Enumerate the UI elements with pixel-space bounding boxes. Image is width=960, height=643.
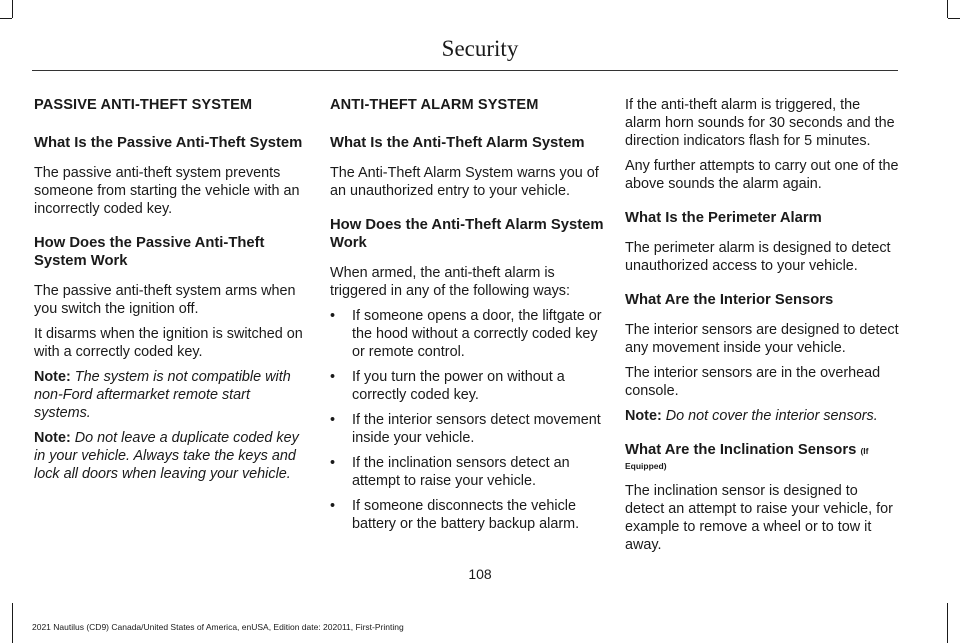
paragraph: The perimeter alarm is designed to detect unauthorized access to your vehicle.	[625, 240, 891, 274]
paragraph: The inclination sensor is designed to detect an attempt to raise your vehicle, for example to remove a wheel or to tow it away.	[625, 483, 893, 553]
crop-mark-bottom-right-vertical	[947, 603, 948, 643]
subheading-how-passive-works: How Does the Passive Anti-Theft System Work	[34, 235, 265, 269]
subheading-qualifier: (If	[860, 446, 869, 456]
paragraph: The Anti-Theft Alarm System warns you of an unauthorized entry to your vehicle.	[330, 165, 599, 199]
subheading-what-is-alarm: What Is the Anti-Theft Alarm System	[330, 135, 585, 151]
list-item-text: If you turn the power on without a correctly coded key.	[352, 369, 565, 403]
list-item	[330, 454, 604, 490]
column-3	[625, 96, 899, 561]
bullet-icon: •	[330, 308, 336, 324]
section-heading-passive-anti-theft: PASSIVE ANTI-THEFT SYSTEM	[34, 97, 253, 113]
page-number: 108	[468, 566, 492, 582]
note-label: Note:	[625, 408, 662, 424]
list-item-text: If the inclination sensors detect an attempt to raise your vehicle.	[352, 455, 570, 489]
note	[34, 429, 308, 483]
paragraph: It disarms when the ignition is switched on with a correctly coded key.	[34, 326, 303, 360]
note-label: Note:	[34, 369, 71, 385]
trigger-list	[330, 307, 604, 533]
subheading-perimeter-alarm: What Is the Perimeter Alarm	[625, 210, 822, 226]
list-item	[330, 411, 604, 447]
bullet-icon: •	[330, 498, 336, 514]
crop-mark-top-left-horizontal	[0, 18, 12, 19]
list-item	[330, 497, 604, 533]
crop-mark-bottom-left-vertical	[12, 603, 13, 643]
bullet-icon: •	[330, 455, 336, 471]
crop-mark-top-left-vertical	[12, 0, 13, 18]
paragraph: The passive anti-theft system prevents someone from starting the vehicle with an incorrectly coded key.	[34, 165, 300, 217]
column-2	[330, 96, 604, 540]
list-item-text: If the interior sensors detect movement inside your vehicle.	[352, 412, 601, 446]
section-heading-anti-theft-alarm: ANTI-THEFT ALARM SYSTEM	[330, 97, 539, 113]
paragraph: The passive anti-theft system arms when you switch the ignition off.	[34, 283, 296, 317]
list-item-text: If someone opens a door, the liftgate or the hood without a correctly coded key or remote control.	[352, 308, 602, 360]
paragraph: When armed, the anti-theft alarm is triggered in any of the following ways:	[330, 265, 570, 299]
footer-edition-info: 2021 Nautilus (CD9) Canada/United States of America, enUSA, Edition date: 202011, First-Printing	[32, 622, 404, 632]
list-item	[330, 307, 604, 361]
bullet-icon: •	[330, 412, 336, 428]
note	[625, 407, 899, 425]
list-item	[330, 368, 604, 404]
list-item-text: If someone disconnects the vehicle battery or the battery backup alarm.	[352, 498, 580, 532]
subheading-inclination-sensors	[625, 441, 899, 472]
paragraph: The interior sensors are in the overhead console.	[625, 365, 881, 399]
note-text: Do not cover the interior sensors.	[665, 408, 878, 424]
page-header-title: Security	[441, 36, 519, 61]
subheading-qualifier-line-2: Equipped)	[625, 461, 667, 471]
crop-mark-top-right-horizontal	[948, 18, 960, 19]
header-rule	[32, 70, 898, 71]
paragraph: The interior sensors are designed to detect any movement inside your vehicle.	[625, 322, 899, 356]
note-label: Note:	[34, 430, 71, 446]
crop-mark-top-right-vertical	[947, 0, 948, 18]
note	[34, 368, 308, 422]
note-text: The system is not compatible with non-Ford aftermarket remote start systems.	[34, 369, 291, 421]
subheading-interior-sensors: What Are the Interior Sensors	[625, 292, 834, 308]
subheading-text: What Are the Inclination Sensors	[625, 442, 857, 458]
note-text: Do not leave a duplicate coded key in your vehicle. Always take the keys and lock all doors when leaving your vehicle.	[34, 430, 299, 482]
paragraph: If the anti-theft alarm is triggered, the alarm horn sounds for 30 seconds and the direction indicators flash for 5 minutes.	[625, 97, 895, 149]
subheading-how-alarm-works: How Does the Anti-Theft Alarm System Work	[330, 217, 604, 251]
bullet-icon: •	[330, 369, 336, 385]
subheading-what-is-passive: What Is the Passive Anti-Theft System	[34, 135, 303, 151]
paragraph: Any further attempts to carry out one of the above sounds the alarm again.	[625, 158, 899, 192]
column-1	[34, 96, 308, 490]
